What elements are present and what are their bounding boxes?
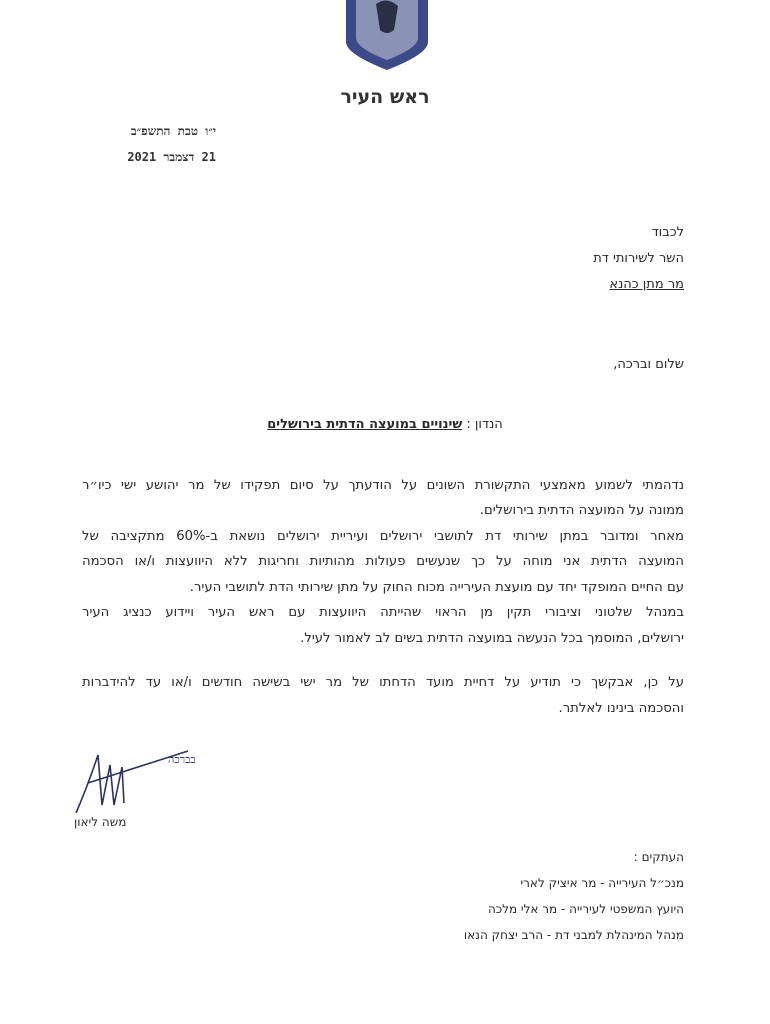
copy-recipient: מנהל המינהלת למבני דת - הרב יצחק הנאו bbox=[463, 928, 684, 942]
body-line: ירושלים, המוסמך בכל הנעשה במועצה הדתית בשים לב לאמור לעיל. bbox=[300, 631, 684, 646]
subject-text: שינויים במועצה הדתית בירושלים bbox=[267, 417, 463, 432]
closing-line: על כן, אבקשך כי תודיע על דחיית מועד הדחתו של מר ישי בשישה חודשים ו/או עד להידברות bbox=[82, 675, 684, 690]
body-line: נדהמתי לשמוע מאמצעי התקשורת השונים על הודעתך על סיום תפקידו של מר יהושע ישי כיו״ר bbox=[82, 478, 684, 493]
gregorian-date: 21 דצמבר 2021 bbox=[127, 150, 216, 164]
letterhead-title: ראש העיר bbox=[340, 86, 430, 108]
body-line: מאחר ומדובר במתן שירותי דת לתושבי ירושלים ועיריית ירושלים נושאת ב-60% מתקציבה של bbox=[82, 529, 684, 544]
svg-text:בברכה: בברכה bbox=[168, 753, 196, 766]
signatory-name: משה ליאון bbox=[74, 815, 127, 829]
handwritten-signature bbox=[68, 745, 198, 825]
closing-line: והסכמה בינינו לאלתר. bbox=[558, 701, 684, 716]
hebrew-date: י״ו טבת התשפ״ב bbox=[130, 124, 216, 138]
recipient-salutation: לכבוד bbox=[651, 225, 684, 240]
body-line: ממונה על המועצה הדתית בירושלים. bbox=[479, 503, 684, 518]
body-line: המועצה הדתית אני מוחה על כך שנעשים פעולות מהותיות וחריגות ללא היוועצות ו/או הסכמה bbox=[82, 554, 684, 569]
subject-label: הנדון : bbox=[466, 417, 503, 432]
copies-label: העתקים : bbox=[633, 850, 684, 864]
copy-recipient: מנכ״ל העירייה - מר איציק לארי bbox=[520, 876, 684, 890]
body-line: במנהל שלטוני וציבורי תקין מן הראוי שהייתה היוועצות עם ראש העיר ויידוע כנציג העיר bbox=[82, 605, 684, 620]
recipient-name: מר מתן כהנא bbox=[609, 277, 684, 292]
copy-recipient: היועץ המשפטי לעירייה - מר אלי מלכה bbox=[487, 902, 684, 916]
recipient-position: השר לשירותי דת bbox=[593, 251, 684, 266]
body-line: עם החיים המופקד יחד עם מועצת העירייה מכוח החוק על מתן שירותי הדת לתושבי העיר. bbox=[189, 580, 684, 595]
greeting: שלום וברכה, bbox=[613, 357, 684, 372]
jerusalem-emblem-logo bbox=[342, 0, 432, 70]
subject-line bbox=[0, 417, 770, 432]
